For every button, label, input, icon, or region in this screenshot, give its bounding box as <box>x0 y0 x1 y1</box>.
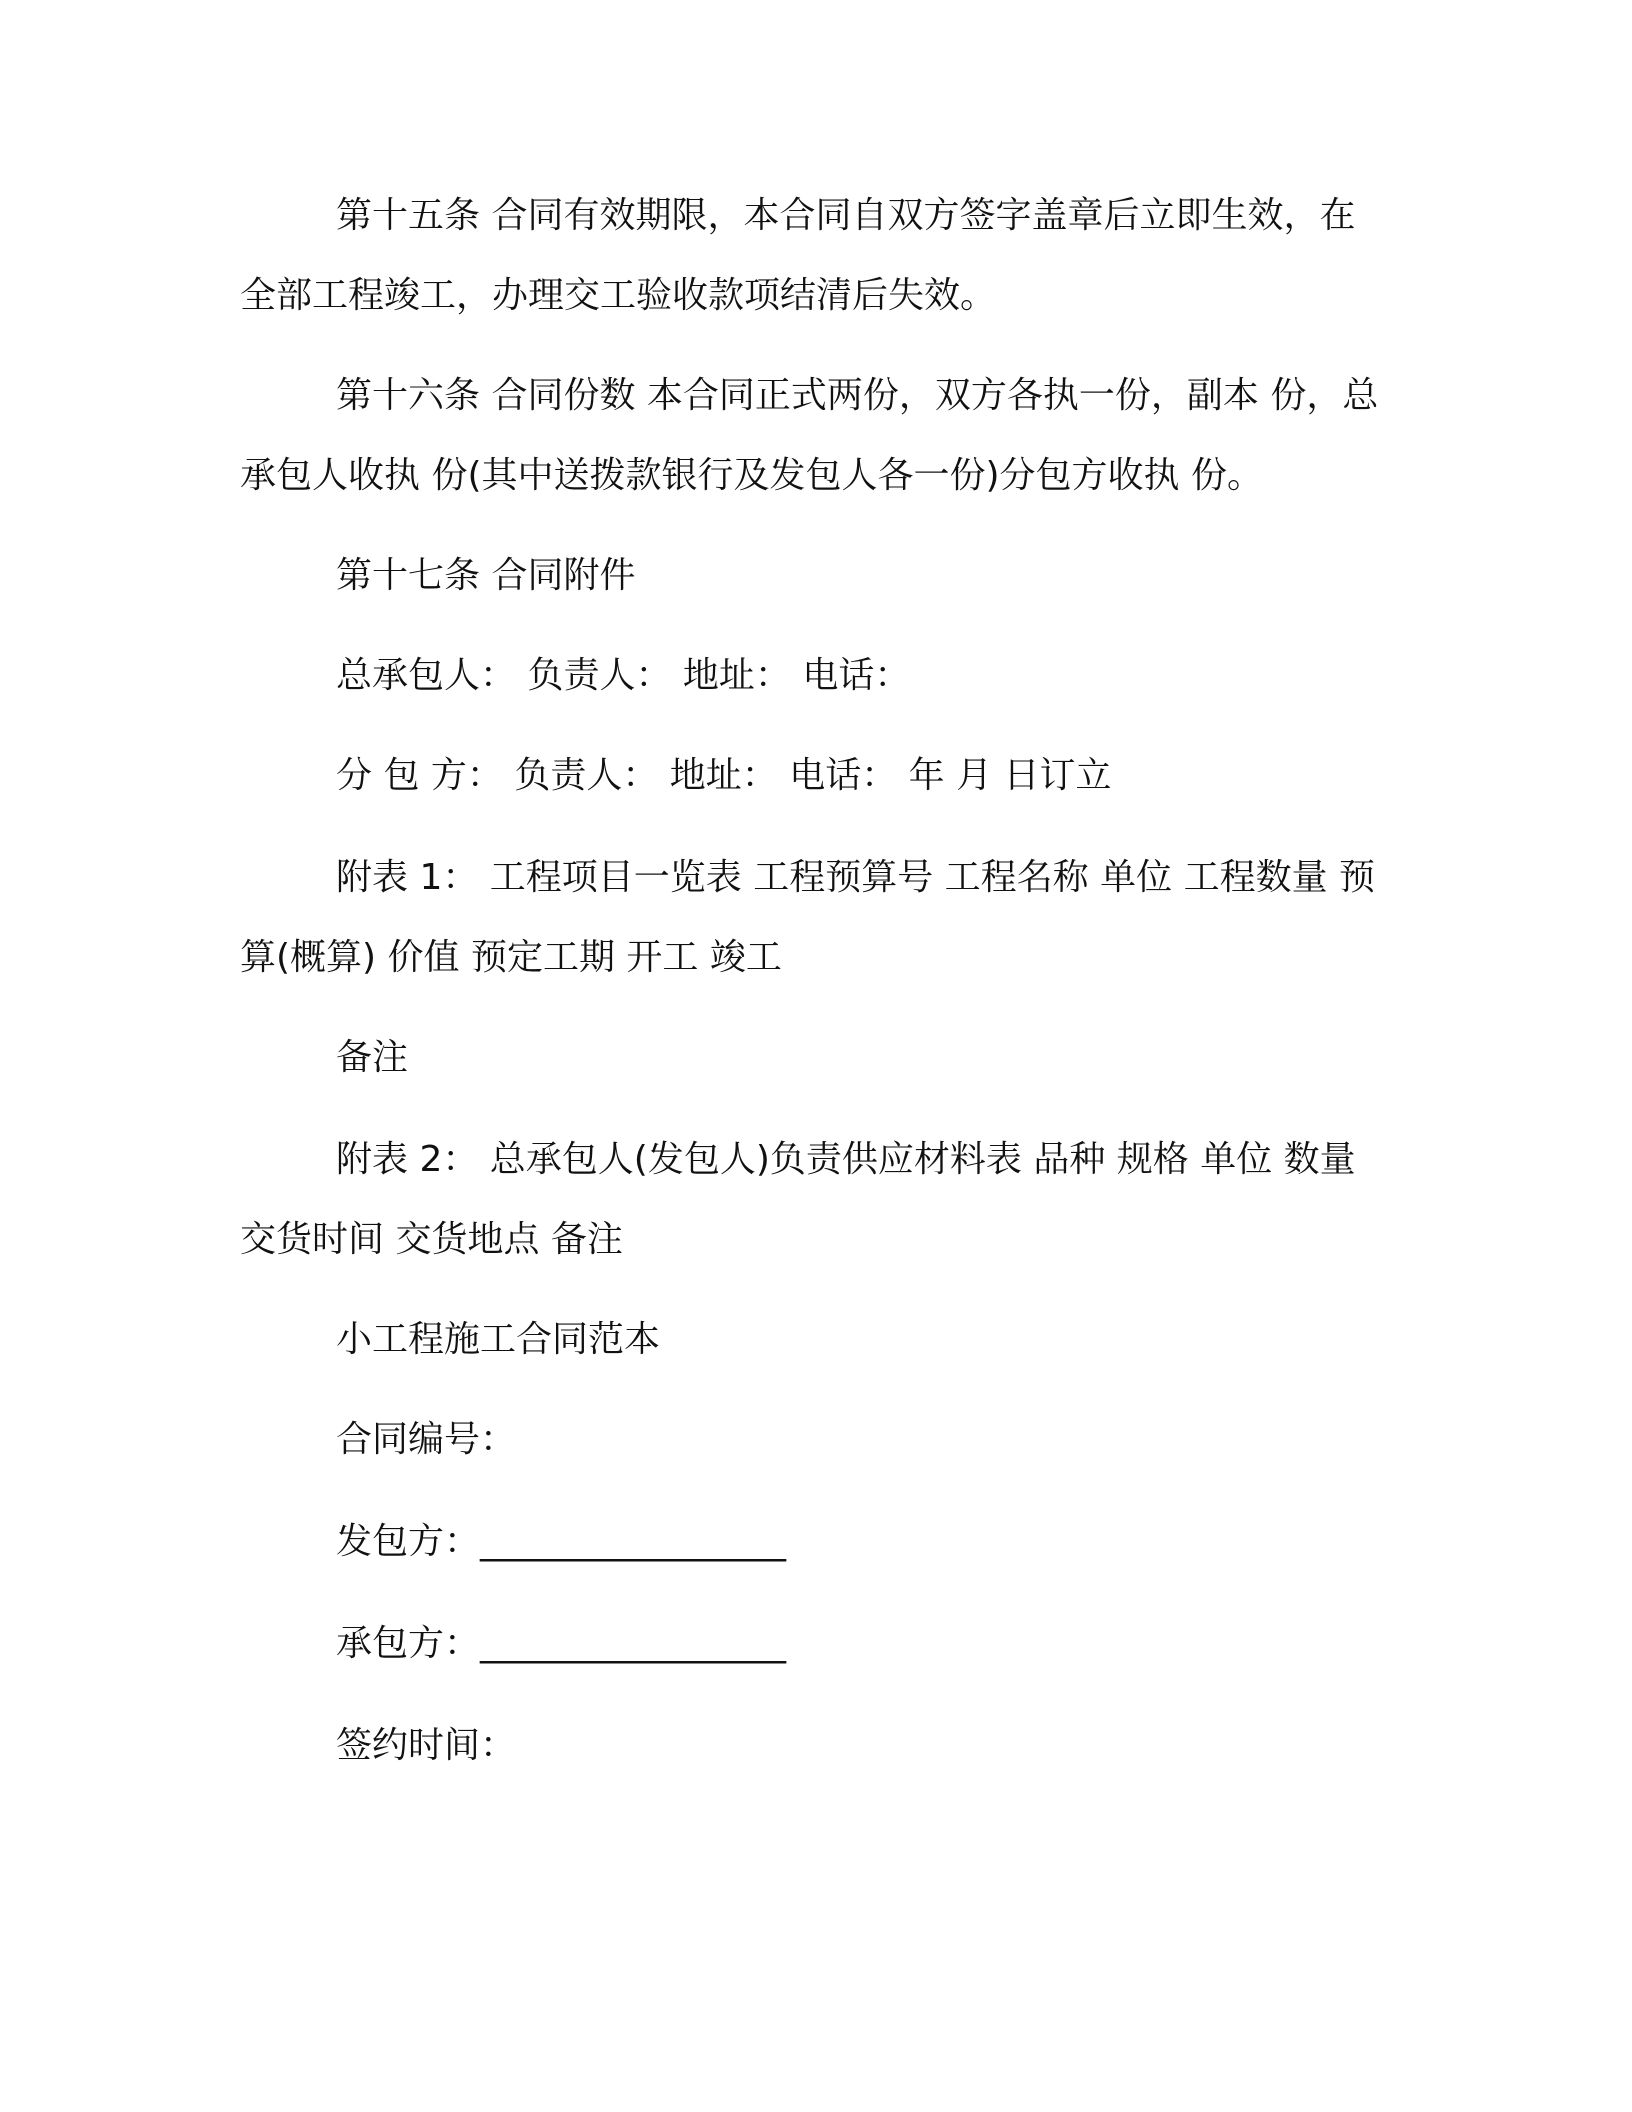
article-15-paragraph: 第十五条 合同有效期限，本合同自双方签字盖章后立即生效，在全部工程竣工，办理交工验收款项结清后失效。 <box>240 195 1356 316</box>
signing-date-line: 签约时间： <box>336 1725 517 1766</box>
contract-template-title: 小工程施工合同范本 <box>336 1319 661 1360</box>
schedule-2-paragraph: 附表 2： 总承包人(发包人)负责供应材料表 品种 规格 单位 数量 交货时间 交货地点 备注 <box>240 1139 1356 1260</box>
contract-number-line: 合同编号： <box>336 1419 517 1460</box>
general-contractor-line: 总承包人： 负责人： 地址： 电话： <box>336 655 911 696</box>
remarks-line: 备注 <box>336 1037 409 1078</box>
article-17-paragraph: 第十七条 合同附件 <box>336 555 636 596</box>
subcontractor-line: 分 包 方： 负责人： 地址： 电话： 年 月 日订立 <box>336 755 1112 796</box>
article-16-paragraph: 第十六条 合同份数 本合同正式两份，双方各执一份，副本 份，总承包人收执 份(其中送拨款银行及发包人各一份)分包方收执 份。 <box>240 375 1379 496</box>
schedule-1-paragraph: 附表 1： 工程项目一览表 工程预算号 工程名称 单位 工程数量 预算(概算) 价值 预定工期 开工 竣工 <box>240 857 1376 978</box>
employer-line: 发包方：_________________ <box>336 1521 787 1562</box>
contractor-line: 承包方：_________________ <box>336 1623 787 1664</box>
